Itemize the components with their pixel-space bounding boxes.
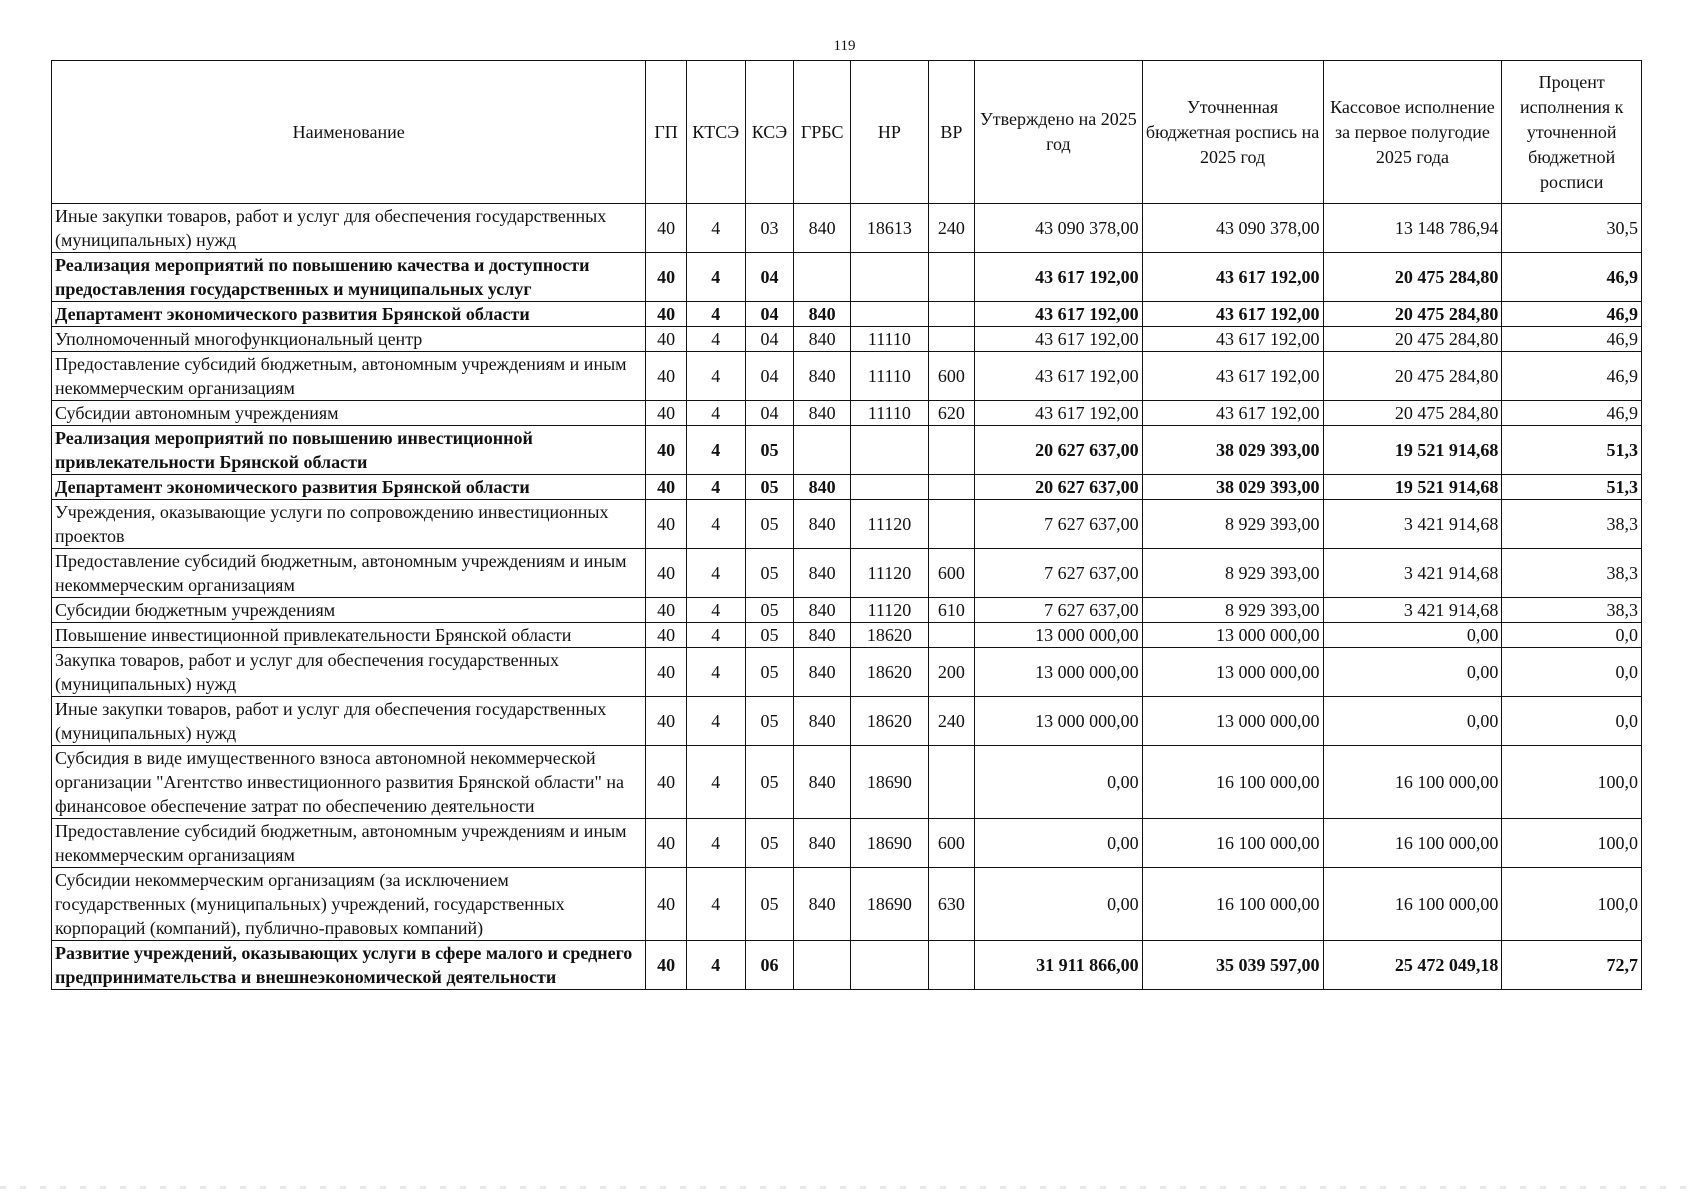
cell-grbs: 840	[794, 648, 851, 697]
cell-np: 11120	[851, 549, 929, 598]
cell-vr	[928, 623, 975, 648]
cell-refined: 16 100 000,00	[1142, 819, 1323, 868]
cell-percent: 46,9	[1502, 253, 1642, 302]
cell-ktse: 4	[686, 746, 745, 819]
cell-name: Субсидии бюджетным учреждениям	[52, 598, 646, 623]
cell-percent: 38,3	[1502, 500, 1642, 549]
cell-ktse: 4	[686, 819, 745, 868]
cell-cash: 25 472 049,18	[1323, 941, 1502, 990]
cell-percent: 51,3	[1502, 426, 1642, 475]
cell-approved: 43 617 192,00	[975, 253, 1142, 302]
header-row	[52, 61, 1642, 204]
header-gp: ГП	[646, 61, 686, 204]
cell-cash: 0,00	[1323, 697, 1502, 746]
cell-cash: 20 475 284,80	[1323, 327, 1502, 352]
cell-kse: 05	[745, 746, 794, 819]
cell-vr: 600	[928, 819, 975, 868]
cell-approved: 31 911 866,00	[975, 941, 1142, 990]
cell-vr: 240	[928, 204, 975, 253]
cell-refined: 13 000 000,00	[1142, 648, 1323, 697]
cell-cash: 19 521 914,68	[1323, 426, 1502, 475]
cell-np: 11110	[851, 352, 929, 401]
scan-noise-line	[0, 1186, 1689, 1189]
table-row	[52, 204, 1642, 253]
cell-np: 18690	[851, 819, 929, 868]
cell-np: 18620	[851, 697, 929, 746]
cell-cash: 16 100 000,00	[1323, 819, 1502, 868]
cell-approved: 0,00	[975, 819, 1142, 868]
cell-vr	[928, 746, 975, 819]
cell-np: 18620	[851, 648, 929, 697]
cell-percent: 0,0	[1502, 648, 1642, 697]
cell-np: 11110	[851, 401, 929, 426]
cell-refined: 8 929 393,00	[1142, 549, 1323, 598]
cell-approved: 7 627 637,00	[975, 598, 1142, 623]
budget-table	[51, 60, 1642, 990]
cell-percent: 51,3	[1502, 475, 1642, 500]
table-row	[52, 819, 1642, 868]
cell-percent: 100,0	[1502, 868, 1642, 941]
cell-kse: 04	[745, 253, 794, 302]
cell-approved: 20 627 637,00	[975, 475, 1142, 500]
cell-approved: 43 617 192,00	[975, 302, 1142, 327]
cell-name: Предоставление субсидий бюджетным, автономным учреждениям и иным некоммерческим организациям	[52, 549, 646, 598]
cell-grbs: 840	[794, 475, 851, 500]
cell-kse: 05	[745, 598, 794, 623]
header-kse: КСЭ	[745, 61, 794, 204]
cell-cash: 3 421 914,68	[1323, 500, 1502, 549]
cell-ktse: 4	[686, 598, 745, 623]
cell-kse: 05	[745, 623, 794, 648]
header-vr: ВР	[928, 61, 975, 204]
cell-vr: 200	[928, 648, 975, 697]
cell-refined: 13 000 000,00	[1142, 623, 1323, 648]
cell-np	[851, 302, 929, 327]
cell-ktse: 4	[686, 549, 745, 598]
cell-kse: 03	[745, 204, 794, 253]
cell-gp: 40	[646, 868, 686, 941]
table-body	[52, 204, 1642, 990]
cell-refined: 8 929 393,00	[1142, 598, 1323, 623]
cell-vr	[928, 302, 975, 327]
cell-grbs: 840	[794, 697, 851, 746]
cell-refined: 43 617 192,00	[1142, 327, 1323, 352]
cell-gp: 40	[646, 941, 686, 990]
cell-approved: 7 627 637,00	[975, 500, 1142, 549]
cell-ktse: 4	[686, 352, 745, 401]
cell-name: Субсидии некоммерческим организациям (за исключением государственных (муниципальных) учреждений, государственных корпораций (компаний), публично-правовых компаний)	[52, 868, 646, 941]
cell-approved: 0,00	[975, 746, 1142, 819]
cell-kse: 04	[745, 352, 794, 401]
cell-name: Предоставление субсидий бюджетным, автономным учреждениям и иным некоммерческим организациям	[52, 819, 646, 868]
table-row	[52, 253, 1642, 302]
cell-percent: 30,5	[1502, 204, 1642, 253]
cell-gp: 40	[646, 746, 686, 819]
cell-refined: 43 617 192,00	[1142, 253, 1323, 302]
cell-name: Департамент экономического развития Брянской области	[52, 475, 646, 500]
cell-approved: 13 000 000,00	[975, 623, 1142, 648]
cell-vr	[928, 475, 975, 500]
table-row	[52, 327, 1642, 352]
cell-gp: 40	[646, 204, 686, 253]
cell-cash: 16 100 000,00	[1323, 746, 1502, 819]
cell-kse: 05	[745, 475, 794, 500]
cell-name: Департамент экономического развития Брянской области	[52, 302, 646, 327]
cell-np	[851, 253, 929, 302]
header-approved: Утверждено на 2025 год	[975, 61, 1142, 204]
cell-vr	[928, 500, 975, 549]
cell-gp: 40	[646, 352, 686, 401]
cell-ktse: 4	[686, 623, 745, 648]
cell-vr: 240	[928, 697, 975, 746]
cell-kse: 05	[745, 500, 794, 549]
cell-vr	[928, 426, 975, 475]
cell-gp: 40	[646, 475, 686, 500]
cell-gp: 40	[646, 401, 686, 426]
cell-vr: 620	[928, 401, 975, 426]
cell-gp: 40	[646, 327, 686, 352]
table-row	[52, 549, 1642, 598]
cell-ktse: 4	[686, 648, 745, 697]
cell-name: Предоставление субсидий бюджетным, автономным учреждениям и иным некоммерческим организациям	[52, 352, 646, 401]
cell-np: 18620	[851, 623, 929, 648]
cell-kse: 05	[745, 549, 794, 598]
cell-ktse: 4	[686, 327, 745, 352]
table-row	[52, 648, 1642, 697]
page-number: 119	[833, 38, 856, 54]
cell-percent: 72,7	[1502, 941, 1642, 990]
table-row	[52, 623, 1642, 648]
table-row	[52, 352, 1642, 401]
cell-name: Развитие учреждений, оказывающих услуги в сфере малого и среднего предпринимательства и внешнеэкономической деятельности	[52, 941, 646, 990]
cell-name: Повышение инвестиционной привлекательности Брянской области	[52, 623, 646, 648]
cell-vr	[928, 941, 975, 990]
cell-name: Субсидии автономным учреждениям	[52, 401, 646, 426]
cell-cash: 16 100 000,00	[1323, 868, 1502, 941]
cell-ktse: 4	[686, 302, 745, 327]
table-row	[52, 426, 1642, 475]
cell-cash: 3 421 914,68	[1323, 598, 1502, 623]
cell-approved: 43 617 192,00	[975, 327, 1142, 352]
cell-kse: 05	[745, 426, 794, 475]
cell-percent: 46,9	[1502, 401, 1642, 426]
cell-grbs: 840	[794, 549, 851, 598]
cell-percent: 100,0	[1502, 819, 1642, 868]
cell-percent: 100,0	[1502, 746, 1642, 819]
cell-np: 18613	[851, 204, 929, 253]
cell-grbs: 840	[794, 204, 851, 253]
cell-kse: 04	[745, 401, 794, 426]
table-row	[52, 941, 1642, 990]
cell-refined: 38 029 393,00	[1142, 426, 1323, 475]
cell-percent: 46,9	[1502, 327, 1642, 352]
cell-ktse: 4	[686, 941, 745, 990]
cell-percent: 46,9	[1502, 352, 1642, 401]
cell-cash: 20 475 284,80	[1323, 302, 1502, 327]
cell-refined: 8 929 393,00	[1142, 500, 1323, 549]
cell-np: 11120	[851, 598, 929, 623]
cell-refined: 16 100 000,00	[1142, 746, 1323, 819]
cell-name: Уполномоченный многофункциональный центр	[52, 327, 646, 352]
cell-refined: 43 617 192,00	[1142, 401, 1323, 426]
cell-approved: 43 090 378,00	[975, 204, 1142, 253]
cell-ktse: 4	[686, 500, 745, 549]
cell-vr	[928, 327, 975, 352]
cell-kse: 05	[745, 648, 794, 697]
cell-gp: 40	[646, 500, 686, 549]
cell-grbs: 840	[794, 302, 851, 327]
cell-approved: 43 617 192,00	[975, 401, 1142, 426]
cell-approved: 0,00	[975, 868, 1142, 941]
cell-ktse: 4	[686, 868, 745, 941]
cell-percent: 38,3	[1502, 549, 1642, 598]
cell-cash: 20 475 284,80	[1323, 401, 1502, 426]
cell-name: Учреждения, оказывающие услуги по сопровождению инвестиционных проектов	[52, 500, 646, 549]
cell-grbs: 840	[794, 352, 851, 401]
header-ktse: КТСЭ	[686, 61, 745, 204]
cell-approved: 13 000 000,00	[975, 648, 1142, 697]
cell-gp: 40	[646, 648, 686, 697]
cell-approved: 43 617 192,00	[975, 352, 1142, 401]
cell-cash: 0,00	[1323, 623, 1502, 648]
cell-cash: 3 421 914,68	[1323, 549, 1502, 598]
cell-refined: 16 100 000,00	[1142, 868, 1323, 941]
cell-percent: 0,0	[1502, 623, 1642, 648]
cell-approved: 13 000 000,00	[975, 697, 1142, 746]
cell-grbs: 840	[794, 868, 851, 941]
cell-ktse: 4	[686, 475, 745, 500]
table-row	[52, 302, 1642, 327]
cell-refined: 43 617 192,00	[1142, 352, 1323, 401]
header-percent: Процент исполнения к уточненной бюджетной росписи	[1502, 61, 1642, 204]
cell-ktse: 4	[686, 426, 745, 475]
header-refined: Уточненная бюджетная роспись на 2025 год	[1142, 61, 1323, 204]
cell-refined: 43 090 378,00	[1142, 204, 1323, 253]
cell-cash: 20 475 284,80	[1323, 352, 1502, 401]
cell-kse: 04	[745, 302, 794, 327]
cell-np: 18690	[851, 868, 929, 941]
header-grbs: ГРБС	[794, 61, 851, 204]
cell-approved: 7 627 637,00	[975, 549, 1142, 598]
cell-gp: 40	[646, 302, 686, 327]
cell-vr: 630	[928, 868, 975, 941]
cell-ktse: 4	[686, 697, 745, 746]
cell-refined: 38 029 393,00	[1142, 475, 1323, 500]
cell-gp: 40	[646, 697, 686, 746]
cell-grbs	[794, 941, 851, 990]
header-np: НР	[851, 61, 929, 204]
cell-name: Закупка товаров, работ и услуг для обеспечения государственных (муниципальных) нужд	[52, 648, 646, 697]
cell-kse: 05	[745, 868, 794, 941]
cell-grbs: 840	[794, 401, 851, 426]
cell-cash: 13 148 786,94	[1323, 204, 1502, 253]
cell-name: Реализация мероприятий по повышению качества и доступности предоставления государственных и муниципальных услуг	[52, 253, 646, 302]
cell-np: 11120	[851, 500, 929, 549]
header-name: Наименование	[52, 61, 646, 204]
table-row	[52, 401, 1642, 426]
cell-vr: 600	[928, 549, 975, 598]
cell-kse: 05	[745, 819, 794, 868]
cell-gp: 40	[646, 623, 686, 648]
table-row	[52, 598, 1642, 623]
cell-cash: 20 475 284,80	[1323, 253, 1502, 302]
cell-grbs	[794, 253, 851, 302]
cell-gp: 40	[646, 253, 686, 302]
cell-grbs: 840	[794, 746, 851, 819]
cell-grbs: 840	[794, 819, 851, 868]
cell-name: Иные закупки товаров, работ и услуг для обеспечения государственных (муниципальных) нужд	[52, 204, 646, 253]
cell-np: 18690	[851, 746, 929, 819]
cell-np: 11110	[851, 327, 929, 352]
cell-vr	[928, 253, 975, 302]
cell-grbs: 840	[794, 500, 851, 549]
cell-np	[851, 426, 929, 475]
cell-ktse: 4	[686, 204, 745, 253]
table-row	[52, 475, 1642, 500]
cell-gp: 40	[646, 426, 686, 475]
cell-approved: 20 627 637,00	[975, 426, 1142, 475]
cell-percent: 38,3	[1502, 598, 1642, 623]
table-row	[52, 697, 1642, 746]
cell-grbs	[794, 426, 851, 475]
cell-name: Иные закупки товаров, работ и услуг для обеспечения государственных (муниципальных) нужд	[52, 697, 646, 746]
cell-kse: 06	[745, 941, 794, 990]
cell-vr: 600	[928, 352, 975, 401]
cell-gp: 40	[646, 819, 686, 868]
table-row	[52, 500, 1642, 549]
header-cash: Кассовое исполнение за первое полугодие 2025 года	[1323, 61, 1502, 204]
cell-grbs: 840	[794, 623, 851, 648]
cell-kse: 04	[745, 327, 794, 352]
cell-gp: 40	[646, 549, 686, 598]
cell-grbs: 840	[794, 598, 851, 623]
cell-percent: 46,9	[1502, 302, 1642, 327]
cell-vr: 610	[928, 598, 975, 623]
cell-percent: 0,0	[1502, 697, 1642, 746]
cell-refined: 43 617 192,00	[1142, 302, 1323, 327]
cell-ktse: 4	[686, 253, 745, 302]
cell-gp: 40	[646, 598, 686, 623]
cell-ktse: 4	[686, 401, 745, 426]
cell-cash: 19 521 914,68	[1323, 475, 1502, 500]
cell-grbs: 840	[794, 327, 851, 352]
cell-np	[851, 475, 929, 500]
cell-name: Субсидия в виде имущественного взноса автономной некоммерческой организации "Агентство инвестиционного развития Брянской области" на финансовое обеспечение затрат по обеспечению деятельности	[52, 746, 646, 819]
table-row	[52, 746, 1642, 819]
cell-name: Реализация мероприятий по повышению инвестиционной привлекательности Брянской области	[52, 426, 646, 475]
cell-refined: 13 000 000,00	[1142, 697, 1323, 746]
cell-refined: 35 039 597,00	[1142, 941, 1323, 990]
cell-np	[851, 941, 929, 990]
cell-cash: 0,00	[1323, 648, 1502, 697]
table-row	[52, 868, 1642, 941]
cell-kse: 05	[745, 697, 794, 746]
